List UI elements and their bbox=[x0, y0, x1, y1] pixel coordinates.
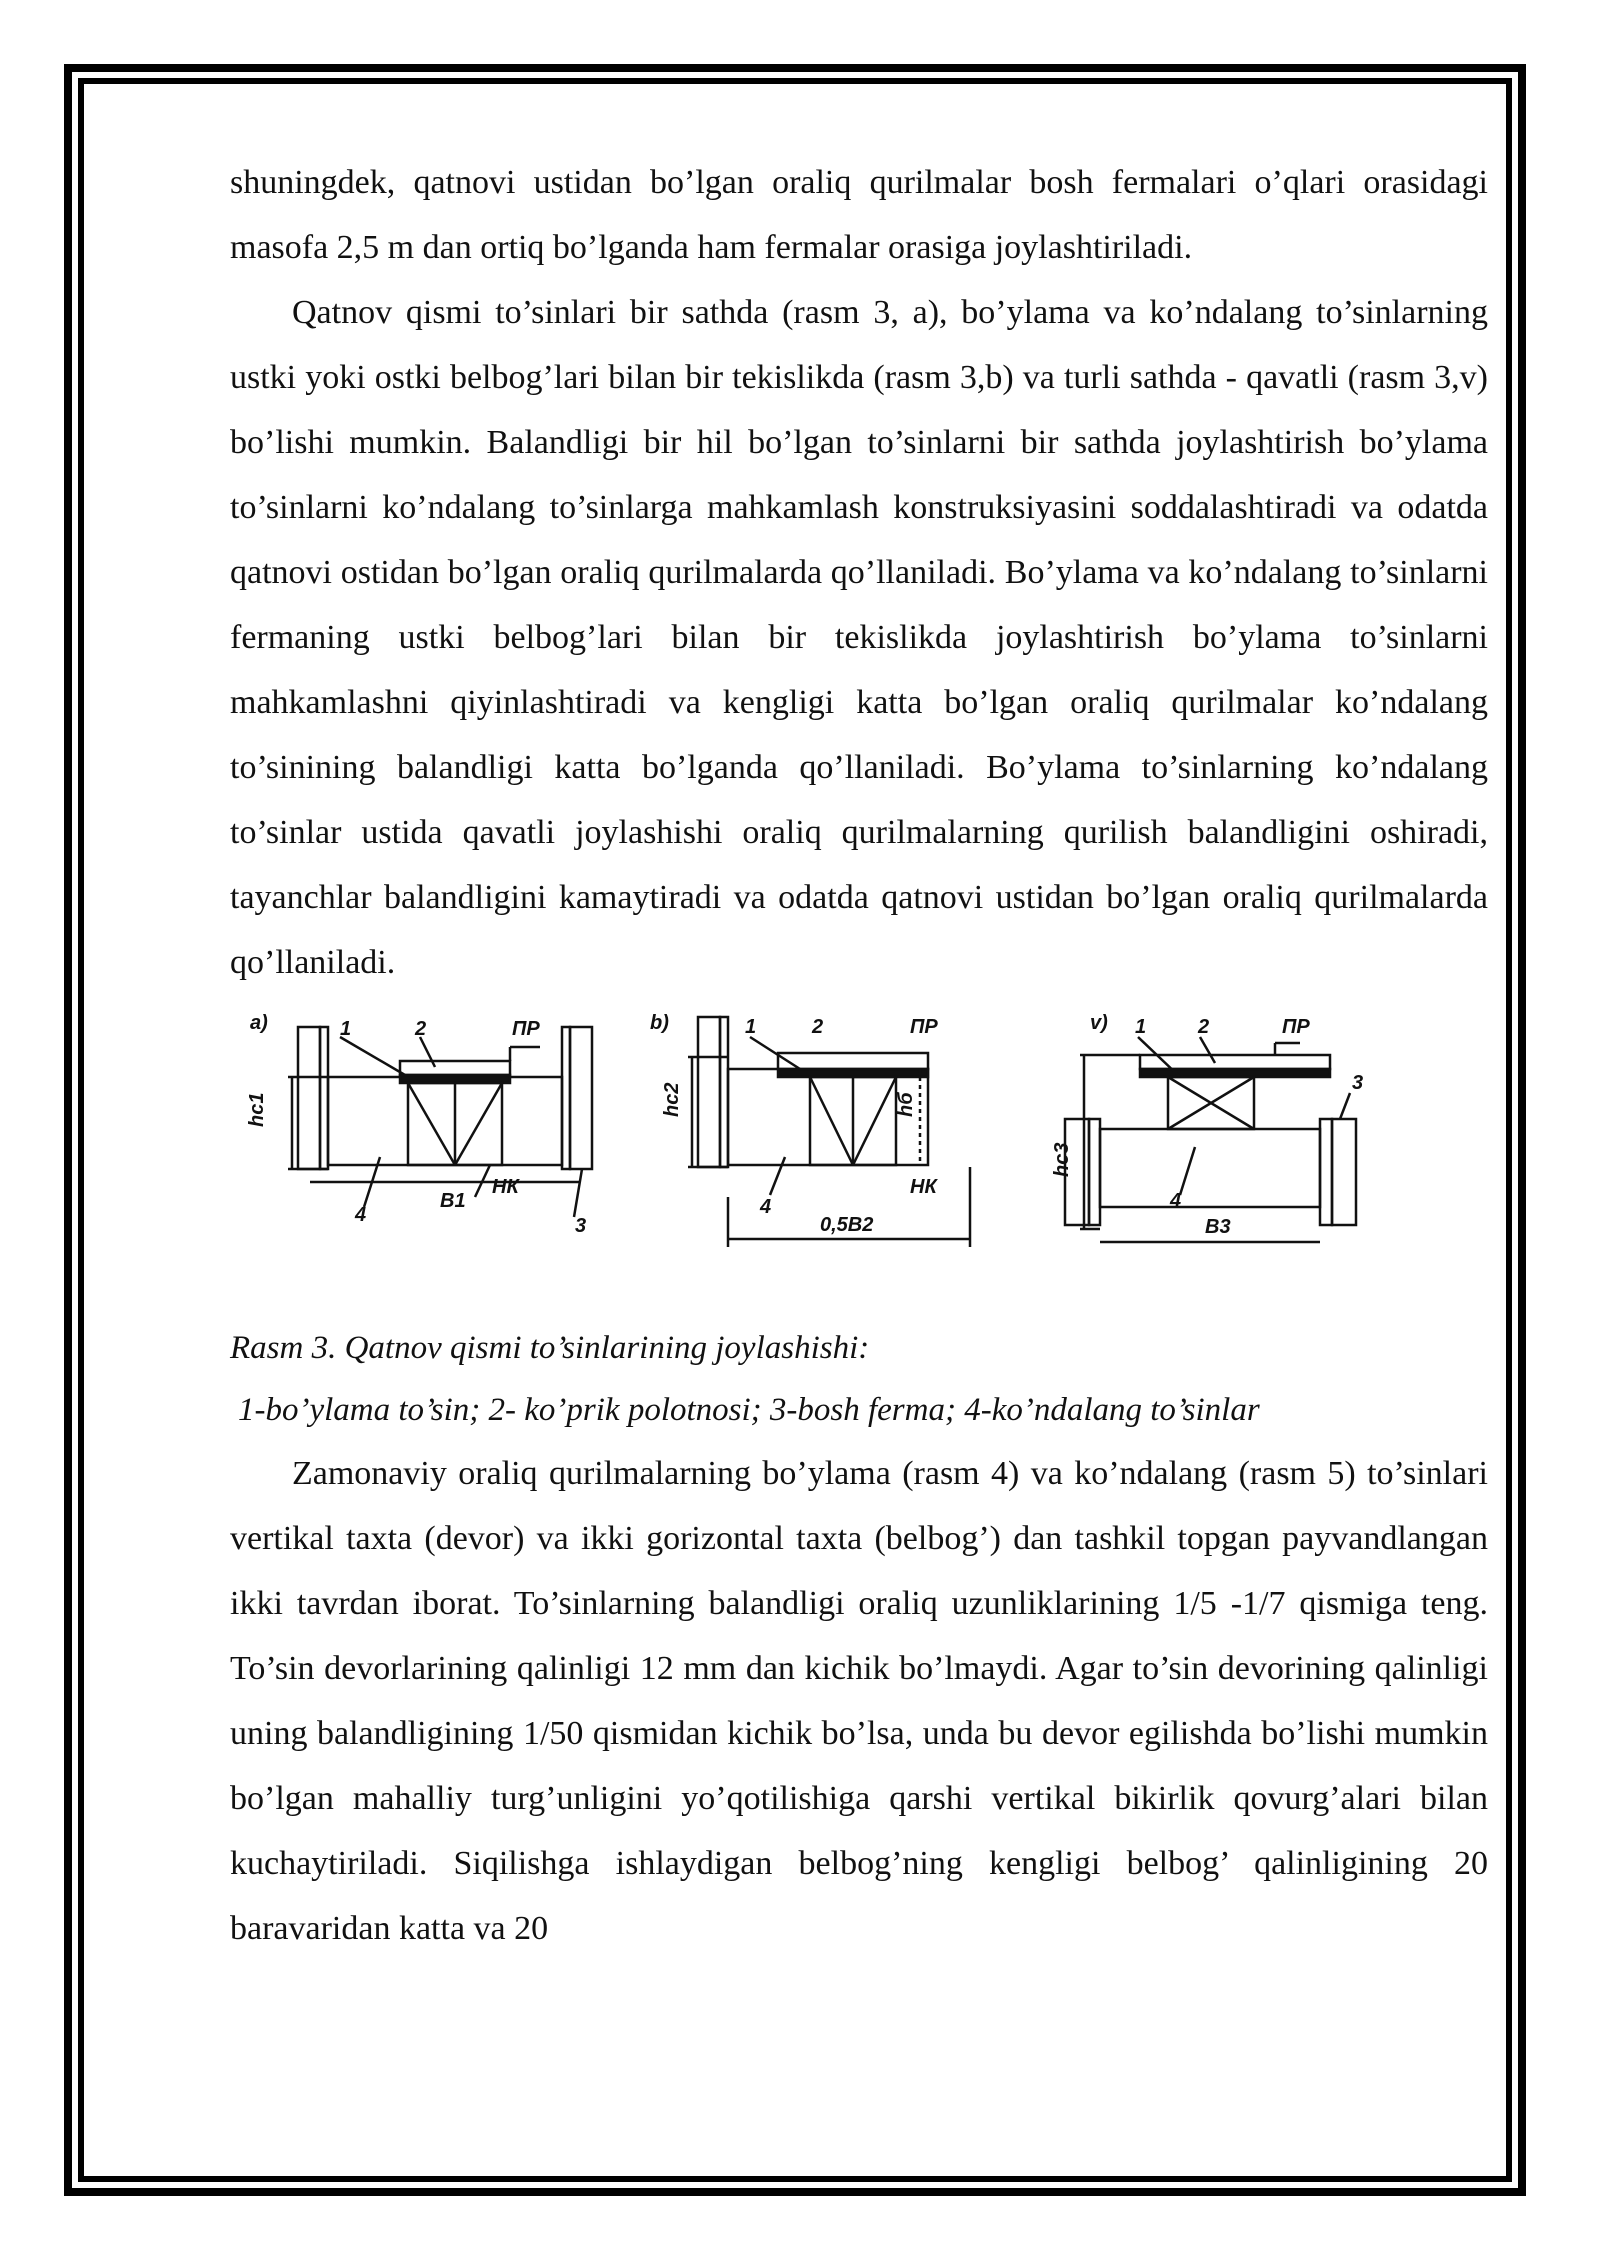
figure-b-label-h: hс2 bbox=[661, 1082, 683, 1117]
figure-b-label-hb: hб bbox=[895, 1092, 917, 1117]
paragraph-modern-beams: Zamonaviy oraliq qurilmalarning bo’ylama (rasm 4) va ko’ndalang (rasm 5) to’sinlari vertikal taxta (devor) va ikki gorizontal taxta (belbog’) dan tashkil topgan payvandlangan ikki tavrdan iborat. To’sinlarning balandligi oraliq uzunliklarining 1/5 -1/7 qismiga teng. To’sin devorlarining qalinligi 12 mm dan kichik bo’lmaydi. Agar to’sin devorining qalinligi uning balandligining 1/50 qismidan kichik bo’lsa, unda bu devor egilishda bo’lishi mumkin bo’lgan mahalliy turg’unligini yo’qotilishiga qarshi vertikal bikirlik qovurg’alari bilan kuchaytiriladi. Siqilishga ishlaydigan belbog’ning kengligi belbog’ qalinligining 20 baravaridan katta va 20 bbox=[230, 1455, 1488, 1947]
figure-a-label-4: 4 bbox=[355, 1204, 367, 1226]
figure-a-label-b1: В1 bbox=[440, 1190, 466, 1212]
figure-a-label-2: 2 bbox=[415, 1018, 427, 1040]
figure-a-label-nk: НК bbox=[492, 1176, 519, 1198]
figure-b-label-b2: 0,5В2 bbox=[820, 1214, 874, 1236]
figure-b-label-1: 1 bbox=[745, 1016, 757, 1038]
figure-a-label-3: 3 bbox=[575, 1215, 587, 1237]
figure-b-label-pr: ПР bbox=[910, 1016, 938, 1038]
figure-v-label-h: hс3 bbox=[1051, 1142, 1073, 1177]
figure-a-letter: a) bbox=[250, 1012, 268, 1034]
figure-caption-legend: 1-bo’ylama to’sin; 2- ko’prik polotnosi; 3-bosh ferma; 4-ko’ndalang to’sinlar bbox=[238, 1392, 1260, 1428]
figure-v-letter: v) bbox=[1090, 1012, 1108, 1034]
figure-b-label-2: 2 bbox=[812, 1016, 824, 1038]
figure-3-drawing bbox=[230, 1007, 1050, 1307]
figure-v-drawing bbox=[1050, 1007, 1450, 1307]
page-content bbox=[230, 150, 1488, 1961]
figure-v-label-4: 4 bbox=[1170, 1190, 1182, 1212]
figure-a-label-pr: ПР bbox=[512, 1018, 540, 1040]
figure-3 bbox=[230, 1007, 1488, 1307]
paragraph-deck-beams: Qatnov qismi to’sinlari bir sathda (rasm 3, a), bo’ylama va ko’ndalang to’sinlarning ustki yoki ostki belbog’lari bilan bir tekislikda (rasm 3,b) va turli sathda - qavatli (rasm 3,v) bo’lishi mumkin. Balandligi bir hil bo’lgan to’sinlarni bir sathda joylashtirish bo’ylama to’sinlarni ko’ndalang to’sinlarga mahkamlash konstruksiyasini soddalashtiradi va odatda qatnovi ostidan bo’lgan oraliq qurilmalarda qo’llaniladi. Bo’ylama va ko’ndalang to’sinlarni fermaning ustki belbog’lari bilan bir tekislikda joylashtirish bo’ylama to’sinlarni mahkamlashni qiyinlashtiradi va kengligi katta bo’lgan oraliq qurilmalar ko’ndalang to’sinining balandligi katta bo’lganda qo’llaniladi. Bo’ylama to’sinlarning ko’ndalang to’sinlar ustida qavatli joylashishi oraliq qurilmalarning qurilish balandligini oshiradi, tayanchlar balandligini kamaytiradi va odatda qatnovi ustidan bo’lgan oraliq qurilmalarda qo’llaniladi. bbox=[230, 294, 1488, 981]
figure-a-label-h: hс1 bbox=[246, 1092, 268, 1127]
figure-b-label-nk: НК bbox=[910, 1176, 937, 1198]
figure-caption-title: Rasm 3. Qatnov qismi to’sinlarining joylashishi: bbox=[230, 1330, 870, 1366]
figure-b-letter: b) bbox=[650, 1012, 669, 1034]
figure-v-label-1: 1 bbox=[1135, 1016, 1147, 1038]
figure-v-label-b3: В3 bbox=[1205, 1216, 1231, 1238]
figure-b-label-4: 4 bbox=[760, 1196, 772, 1218]
paragraph-continuation: shuningdek, qatnovi ustidan bo’lgan oraliq qurilmalar bosh fermalari o’qlari orasidagi masofa 2,5 m dan ortiq bo’lganda ham fermalar orasiga joylashtiriladi. bbox=[230, 164, 1488, 266]
figure-a-label-1: 1 bbox=[340, 1018, 352, 1040]
figure-v-label-2: 2 bbox=[1198, 1016, 1210, 1038]
figure-v-label-3: 3 bbox=[1352, 1072, 1364, 1094]
figure-v-label-pr: ПР bbox=[1282, 1016, 1310, 1038]
